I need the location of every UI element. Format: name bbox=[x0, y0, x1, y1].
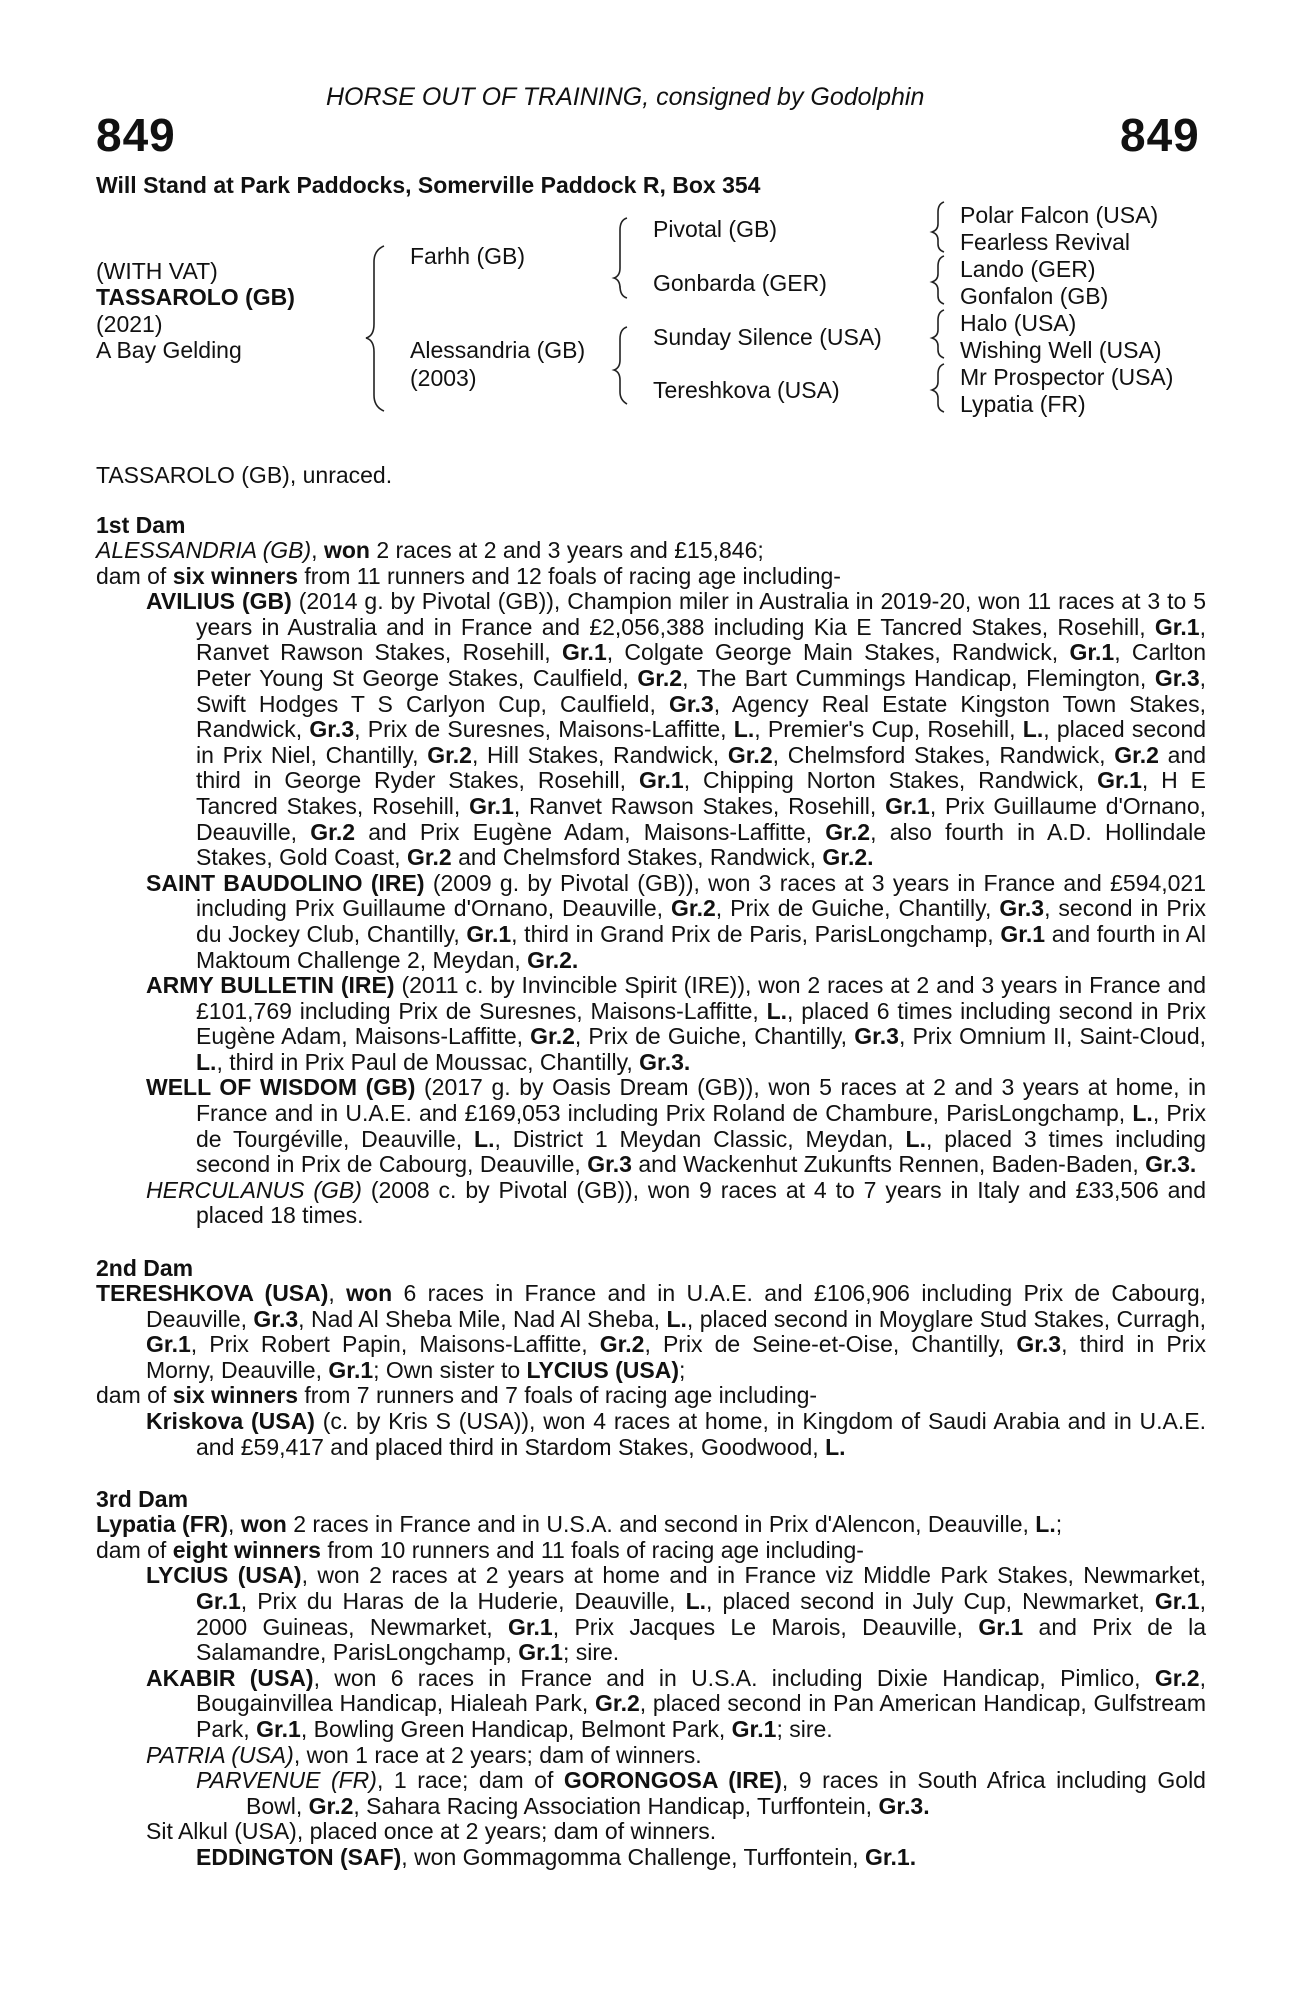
sire-name: Farhh (GB) bbox=[410, 243, 526, 269]
lot-number-right: 849 bbox=[1120, 109, 1200, 161]
first-dam-summary: 2 races at 2 and 3 years and £15,846; bbox=[376, 537, 764, 563]
first-dam-name: ALESSANDRIA (GB) bbox=[96, 537, 312, 563]
catalogue-body: 1st Dam ALESSANDRIA (GB), won 2 races at 2 and 3 years and £15,846; dam of six winners from 11 runners and 12 foals of racing age including- AVILIUS (GB) (2014 g. by Pivotal (GB)), Champion miler in Australia in 2019-20, won 11 races at 3 to 5 years in Australia and in France and £2,056,388 including Kia E Tancred Stakes, Rosehill, Gr.1, Ranvet Rawson Stakes, Rosehill, Gr.1, Colgate George Main Stakes, Randwick, Gr.1, Carlton Peter Young St George Stakes, Caulfield, Gr.2, The Bart Cummings Handicap, Flemington, Gr.3, Swift Hodges T S Carlyon Cup, Caulfield, Gr.3, Agency Real Estate Kingston Town Stakes, Randwick, Gr.3, Prix de Suresnes, Maisons-Laffitte, L., Premier's Cup, Rosehill, L., placed second in Prix Niel, Chantilly, Gr.2, Hill Stakes, Randwick, Gr.2, Chelmsford Stakes, Randwick, Gr.2 and third in George Ryder Stakes, Rosehill, Gr.1, Chipping Norton Stakes, Randwick, Gr.1, H E Tancred Stakes, Rosehill, Gr.1, Ranvet Rawson Stakes, Rosehill, Gr.1, Prix Guillaume d'Ornano, Deauville, Gr.2 and Prix Eugène Adam, Maisons-Laffitte, Gr.2, also fourth in A.D. Hollindale Stakes, Gold Coast, Gr.2 and Chelmsford Stakes, Randwick, Gr.2. SAINT BAUDOLINO (IRE) (2009 g. by Pivotal (GB)), won 3 races at 3 years in France and £594,021 including Prix Guillaume d'Ornano, Deauville, Gr.2, Prix de Guiche, Chantilly, Gr.3, second in Prix du Jockey Club, Chantilly, Gr.1, third in Grand Prix de Paris, ParisLongchamp, Gr.1 and fourth in Al Maktoum Challenge 2, Meydan, Gr.2. ARMY BULLETIN (IRE) (2011 c. by Invincible Spirit (IRE)), won 2 races at 2 and 3 years in France and £101,769 including Prix de Suresnes, Maisons-Laffitte, L., placed 6 times including second in Prix Eugène Adam, Maisons-Laffitte, Gr.2, Prix de Guiche, Chantilly, Gr.3, Prix Omnium II, Saint-Cloud, L., third in Prix Paul de Moussac, Chantilly, Gr.3. WELL OF WISDOM (GB) (2017 g. by Oasis Dream (GB)), won 5 races at 2 and 3 years at home, in France and in U.A.E. and £169,053 including Prix Roland de Chambure, ParisLongchamp, L., Prix de Tourgéville, Deauville, L., District 1 Meydan Classic, Meydan, L., placed 3 times including second in Prix de Cabourg, Deauville, Gr.3 and Wackenhut Zukunfts Rennen, Baden-Baden, Gr.3. HERCULANUS (GB) (2008 c. by Pivotal (GB)), won 9 races at 4 to 7 years in Italy and £33,506 and placed 18 times. 2nd Dam TERESHKOVA (USA), won 6 races in France and in U.A.E. and £106,906 including Prix de Cabourg, Deauville, Gr.3, Nad Al Sheba Mile, Nad Al Sheba, L., placed second in Moyglare Stud Stakes, Curragh, Gr.1, Prix Robert Papin, Maisons-Laffitte, Gr.2, Prix de Seine-et-Oise, Chantilly, Gr.3, third in Prix Morny, Deauville, Gr.1; Own sister to LYCIUS (USA); dam of six winners from 7 runners and 7 foals of racing age including- Kriskova (USA) (c. by Kris S (USA)), won 4 races at home, in Kingdom of Saudi Arabia and in U.A.E. and £59,417 and placed third in Stardom Stakes, Goodwood, L. 3rd Dam Lypatia (FR), won 2 races in France and in U.S.A. and second in Prix d'Alencon, Deauville, L.; dam of eight winners from 10 runners and 11 foals of racing age including- LYCIUS (USA), won 2 races at 2 years at home and in France viz Middle Park Stakes, Newmarket, Gr.1, Prix du Haras de la Huderie, Deauville, L., placed second in July Cup, Newmarket, Gr.1, 2000 Guineas, Newmarket, Gr.1, Prix Jacques Le Marois, Deauville, Gr.1 and Prix de la Salamandre, ParisLongchamp, Gr.1; sire. AKABIR (USA), won 6 races in France and in U.S.A. including Dixie Handicap, Pimlico, Gr.2, Bougainvillea Handicap, Hialeah Park, Gr.2, placed second in Pan American Handicap, Gulfstream Park, Gr.1, Bowling Green Handicap, Belmont Park, Gr.1; sire. PATRIA (USA), won 1 race at 2 years; dam of winners. PARVENUE (FR), 1 race; dam of GORONGOSA (IRE), 9 races in South Africa including Gold Bowl, Gr.2, Sahara Racing Association Handicap, Turffontein, Gr.3. Sit Alkul (USA), placed once at 2 years; dam of winners. EDDINGTON (SAF), won Gommagomma Challenge, Turffontein, Gr.1. bbox=[96, 512, 1207, 1870]
location-line: Will Stand at Park Paddocks, Somerville Paddock R, Box 354 bbox=[96, 172, 761, 198]
list-item: LYCIUS (USA), won 2 races at 2 years at home and in France viz Middle Park Stakes, Newmarket, Gr.1, Prix du Haras de la Huderie, Deauville, L., placed second in July Cup, Newmarket, Gr.1, 2000 Guineas, Newmarket, Gr.1, Prix Jacques Le Marois, Deauville, Gr.1 and Prix de la Salamandre, ParisLongchamp, Gr.1; sire. bbox=[146, 1562, 1207, 1666]
dam-name: Alessandria (GB) bbox=[410, 337, 586, 363]
second-dam-paragraph: TERESHKOVA (USA), won 6 races in France and in U.A.E. and £106,906 including Prix de Cabourg, Deauville, Gr.3, Nad Al Sheba Mile, Nad Al Sheba, L., placed second in Moyglare Stud Stakes, Curragh, Gr.1, Prix Robert Papin, Maisons-Laffitte, Gr.2, Prix de Seine-et-Oise, Chantilly, Gr.3, third in Prix Morny, Deauville, Gr.1; Own sister to LYCIUS (USA); bbox=[96, 1280, 1207, 1383]
gen3-1: Polar Falcon (USA) bbox=[960, 202, 1159, 228]
second-dam-of-label: dam of bbox=[96, 1382, 167, 1409]
gen3-3: Lando (GER) bbox=[960, 256, 1096, 282]
list-item: SAINT BAUDOLINO (IRE) (2009 g. by Pivotal (GB)), won 3 races at 3 years in France and £594,021 including Prix Guillaume d'Ornano, Deauville, Gr.2, Prix de Guiche, Chantilly, Gr.3, second in Prix du Jockey Club, Chantilly, Gr.1, third in Grand Prix de Paris, ParisLongchamp, Gr.1 and fourth in Al Maktoum Challenge 2, Meydan, Gr.2. bbox=[146, 869, 1207, 973]
first-dam-runners: from 11 runners and 12 foals of racing age including- bbox=[304, 562, 841, 589]
lot-number-left: 849 bbox=[96, 109, 176, 161]
third-dam-won: won bbox=[240, 1511, 287, 1538]
first-dam-of-label: dam of bbox=[96, 562, 167, 589]
third-dam-name: Lypatia (FR) bbox=[96, 1511, 229, 1538]
horse-name: TASSAROLO (GB) bbox=[96, 284, 295, 310]
gen3-5: Halo (USA) bbox=[960, 310, 1077, 336]
dam-sire: Sunday Silence (USA) bbox=[653, 324, 882, 350]
page-title: HORSE OUT OF TRAINING, consigned by Godolphin bbox=[326, 83, 925, 111]
dam-dam: Tereshkova (USA) bbox=[653, 377, 840, 403]
third-dam-summary: 2 races in France and in U.S.A. and second in Prix d'Alencon, Deauville, bbox=[293, 1511, 1029, 1538]
list-item: ARMY BULLETIN (IRE) (2011 c. by Invincible Spirit (IRE)), won 2 races at 2 and 3 years in France and £101,769 including Prix de Suresnes, Maisons-Laffitte, L., placed 6 times including second in Prix Eugène Adam, Maisons-Laffitte, Gr.2, Prix de Guiche, Chantilly, Gr.3, Prix Omnium II, Saint-Cloud, L., third in Prix Paul de Moussac, Chantilly, Gr.3. bbox=[146, 972, 1207, 1075]
third-dam-heading: 3rd Dam bbox=[96, 1486, 189, 1513]
vat-label: (WITH VAT) bbox=[96, 258, 218, 284]
sire-dam: Gonbarda (GER) bbox=[653, 270, 827, 296]
list-item: PARVENUE (FR), 1 race; dam of GORONGOSA (IRE), 9 races in South Africa including Gold Bowl, Gr.2, Sahara Racing Association Handicap, Turffontein, Gr.3. bbox=[196, 1767, 1206, 1819]
gen3-6: Wishing Well (USA) bbox=[960, 337, 1162, 363]
gen3-7: Mr Prospector (USA) bbox=[960, 364, 1174, 390]
second-dam-runners: from 7 runners and 7 foals of racing age including- bbox=[304, 1382, 818, 1409]
horse-year: (2021) bbox=[96, 311, 163, 337]
first-dam-heading: 1st Dam bbox=[96, 512, 186, 538]
list-item: PATRIA (USA), won 1 race at 2 years; dam of winners. bbox=[146, 1741, 702, 1768]
list-item: Sit Alkul (USA), placed once at 2 years; dam of winners. bbox=[146, 1818, 717, 1845]
list-item: EDDINGTON (SAF), won Gommagomma Challenge, Turffontein, Gr.1. bbox=[196, 1843, 917, 1870]
list-item: AKABIR (USA), won 6 races in France and in U.S.A. including Dixie Handicap, Pimlico, Gr.2, Bougainvillea Handicap, Hialeah Park, Gr.2, placed second in Pan American Handicap, Gulfstream Park, Gr.1, Bowling Green Handicap, Belmont Park, Gr.1; sire. bbox=[146, 1664, 1206, 1742]
first-dam-winners: six winners bbox=[172, 562, 298, 589]
gen3-4: Gonfalon (GB) bbox=[960, 283, 1109, 309]
third-dam-runners: from 10 runners and 11 foals of racing age including- bbox=[327, 1536, 864, 1563]
horse-description: A Bay Gelding bbox=[96, 337, 242, 363]
second-dam-winners: six winners bbox=[172, 1382, 298, 1409]
list-item: WELL OF WISDOM (GB) (2017 g. by Oasis Dream (GB)), won 5 races at 2 and 3 years at home, in France and in U.A.E. and £169,053 including Prix Roland de Chambure, ParisLongchamp, L., Prix de Tourgéville, Deauville, L., District 1 Meydan Classic, Meydan, L., placed 3 times including second in Prix de Cabourg, Deauville, Gr.3 and Wackenhut Zukunfts Rennen, Baden-Baden, Gr.3. bbox=[146, 1074, 1207, 1178]
sire-sire: Pivotal (GB) bbox=[653, 216, 777, 242]
dam-year: (2003) bbox=[410, 365, 477, 391]
gen3-2: Fearless Revival bbox=[960, 229, 1130, 255]
list-item: Kriskova (USA) (c. by Kris S (USA)), won 4 races at home, in Kingdom of Saudi Arabia and in U.A.E. and £59,417 and placed third in Stardom Stakes, Goodwood, L. bbox=[146, 1408, 1207, 1460]
list-item: AVILIUS (GB) (2014 g. by Pivotal (GB)), Champion miler in Australia in 2019-20, won 11 races at 3 to 5 years in Australia and in France and £2,056,388 including Kia E Tancred Stakes, Rosehill, Gr.1, Ranvet Rawson Stakes, Rosehill, Gr.1, Colgate George Main Stakes, Randwick, Gr.1, Carlton Peter Young St George Stakes, Caulfield, Gr.2, The Bart Cummings Handicap, Flemington, Gr.3, Swift Hodges T S Carlyon Cup, Caulfield, Gr.3, Agency Real Estate Kingston Town Stakes, Randwick, Gr.3, Prix de Suresnes, Maisons-Laffitte, L., Premier's Cup, Rosehill, L., placed second in Prix Niel, Chantilly, Gr.2, Hill Stakes, Randwick, Gr.2, Chelmsford Stakes, Randwick, Gr.2 and third in George Ryder Stakes, Rosehill, Gr.1, Chipping Norton Stakes, Randwick, Gr.1, H E Tancred Stakes, Rosehill, Gr.1, Ranvet Rawson Stakes, Rosehill, Gr.1, Prix Guillaume d'Ornano, Deauville, Gr.2 and Prix Eugène Adam, Maisons-Laffitte, Gr.2, also fourth in A.D. Hollindale Stakes, Gold Coast, Gr.2 and Chelmsford Stakes, Randwick, Gr.2. bbox=[146, 588, 1207, 871]
second-dam-heading: 2nd Dam bbox=[96, 1255, 194, 1282]
gen3-8: Lypatia (FR) bbox=[960, 391, 1086, 417]
third-dam-winners: eight winners bbox=[172, 1536, 321, 1563]
first-dam-won: won bbox=[323, 537, 370, 563]
list-item: HERCULANUS (GB) (2008 c. by Pivotal (GB)), won 9 races at 4 to 7 years in Italy and £33,506 and placed 18 times. bbox=[146, 1176, 1206, 1229]
race-record: TASSAROLO (GB), unraced. bbox=[96, 462, 393, 488]
third-dam-of-label: dam of bbox=[96, 1536, 167, 1563]
